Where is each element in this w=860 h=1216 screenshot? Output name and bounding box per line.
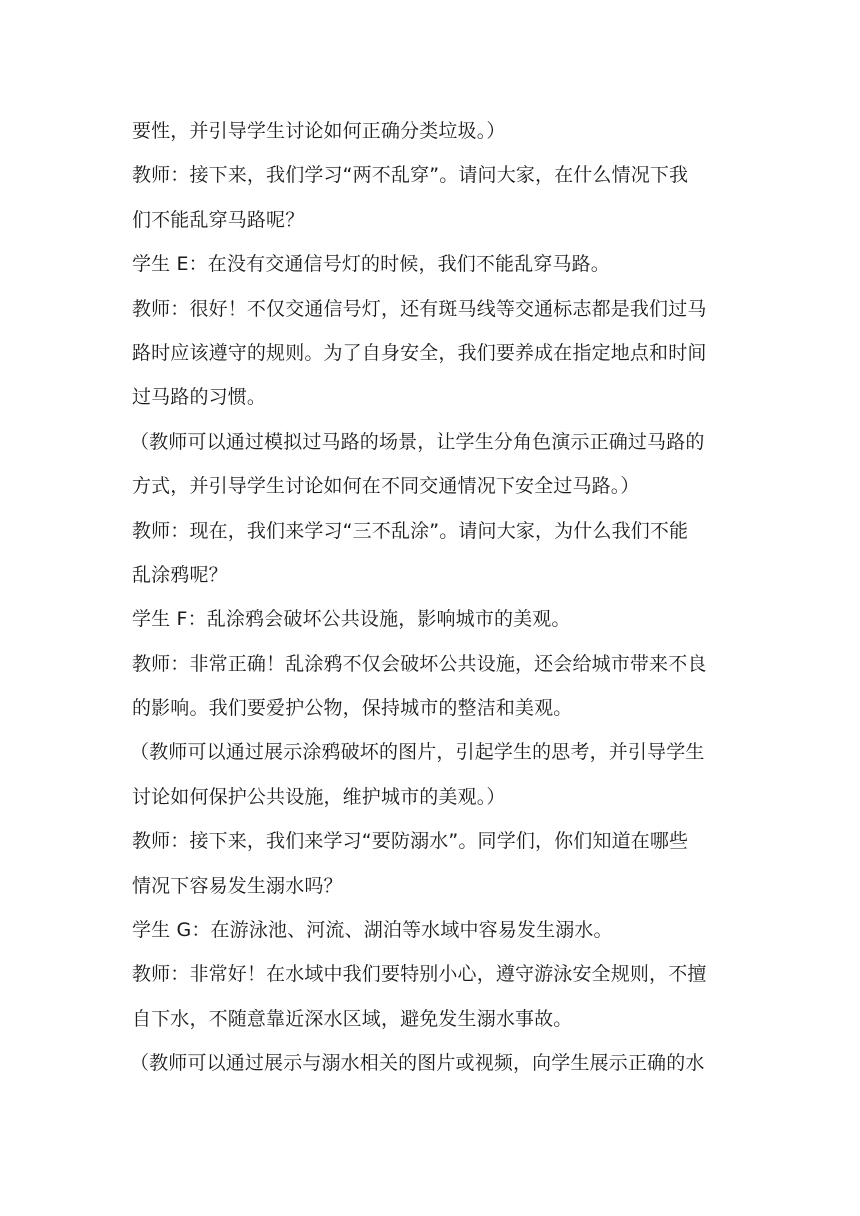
text-line: （教师可以通过展示与溺水相关的图片或视频，向学生展示正确的水 <box>130 1052 705 1075</box>
text-line: 情况下容易发生溺水吗？ <box>132 874 343 897</box>
text-line: 教师：非常好！在水域中我们要特别小心，遵守游泳安全规则，不擅 <box>132 963 707 986</box>
document-body <box>132 109 732 1086</box>
text-line: 教师：现在，我们来学习“三不乱涂”。请问大家，为什么我们不能 <box>132 519 689 542</box>
text-line: 的影响。我们要爱护公物，保持城市的整洁和美观。 <box>132 697 573 720</box>
text-line: 路时应该遵守的规则。为了自身安全，我们要养成在指定地点和时间 <box>132 341 707 364</box>
text-line: 学生 F：乱涂鸦会破坏公共设施，影响城市的美观。 <box>132 608 571 631</box>
text-line: （教师可以通过展示涂鸦破坏的图片，引起学生的思考，并引导学生 <box>130 741 705 764</box>
text-line: （教师可以通过模拟过马路的场景，让学生分角色演示正确过马路的 <box>130 430 705 453</box>
text-line: 乱涂鸦呢？ <box>132 563 228 586</box>
text-line: 教师：很好！不仅交通信号灯，还有斑马线等交通标志都是我们过马 <box>132 297 707 320</box>
text-line: 讨论如何保护公共设施，维护城市的美观。） <box>132 785 506 808</box>
text-line: 教师：接下来，我们学习“两不乱穿”。请问大家，在什么情况下我 <box>132 164 689 187</box>
text-line: 要性，并引导学生讨论如何正确分类垃圾。） <box>132 120 506 142</box>
text-line: 们不能乱穿马路呢？ <box>132 208 305 231</box>
text-line: 教师：接下来，我们来学习“要防溺水”。同学们，你们知道在哪些 <box>132 830 689 853</box>
text-line: 学生 E：在没有交通信号灯的时候，我们不能乱穿马路。 <box>132 253 610 276</box>
text-line: 学生 G：在游泳池、河流、湖泊等水域中容易发生溺水。 <box>132 919 613 942</box>
text-line: 教师：非常正确！乱涂鸦不仅会破坏公共设施，还会给城市带来不良 <box>132 652 707 675</box>
text-line: 方式，并引导学生讨论如何在不同交通情况下安全过马路。） <box>132 475 640 498</box>
text-line: 过马路的习惯。 <box>132 386 267 409</box>
text-line: 自下水，不随意靠近深水区域，避免发生溺水事故。 <box>132 1007 573 1030</box>
